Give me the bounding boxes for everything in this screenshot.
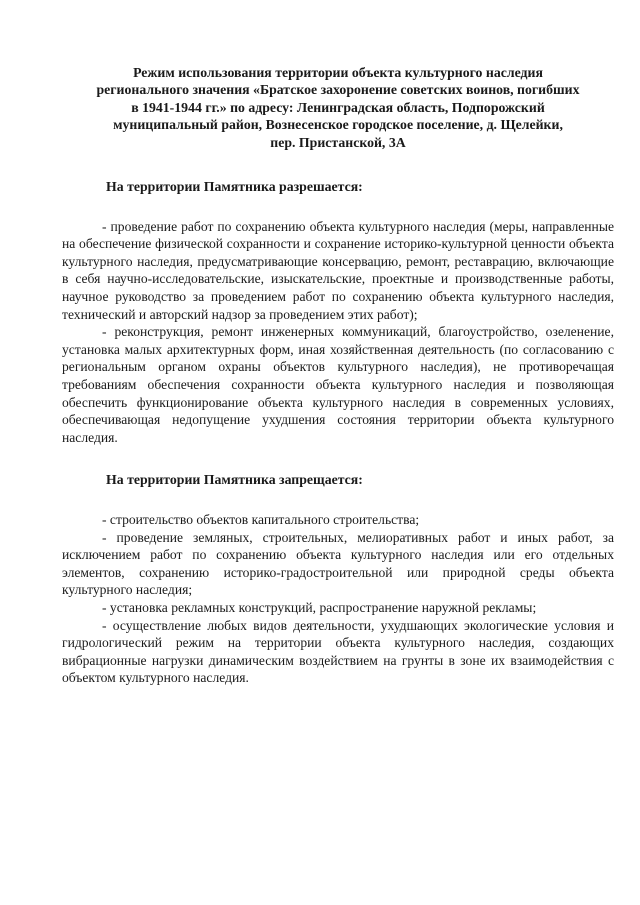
document-title: [62, 64, 614, 151]
forbidden-heading: На территории Памятника запрещается:: [106, 472, 363, 488]
allowed-item-2: - реконструкция, ремонт инженерных коммуникаций, благоустройство, озеленение, установка малых архитектурных форм, иная хозяйственная деятельность (по согласованию с региональным органом охраны объектов культурного наследия), не противоречащая требованиям обеспечения сохранности объекта культурного наследия и позволяющая обеспечить функционирование объекта культурного наследия в современных условиях, обеспечивающая недопущение ухудшения состояния территории объекта культурного наследия.: [62, 324, 614, 445]
title-line-4: муниципальный район, Вознесенское городское поселение, д. Щелейки,: [113, 117, 563, 133]
allowed-item-1: - проведение работ по сохранению объекта культурного наследия (меры, направленные на обеспечение физической сохранности и сохранение историко-культурной ценности объекта культурного наследия, предусматривающие консервацию, ремонт, реставрацию, включающие в себя научно-исследовательские, изыскательские, проектные и производственные работы, научное руководство за проведением работ по сохранению объекта культурного наследия, технический и авторский надзор за проведением этих работ);: [62, 218, 614, 322]
title-line-1: Режим использования территории объекта культурного наследия: [133, 65, 543, 80]
forbidden-item-1: - строительство объектов капитального строительства;: [102, 511, 420, 527]
forbidden-item-2: - проведение земляных, строительных, мелиоративных работ и иных работ, за исключением работ по сохранению объекта культурного наследия или его отдельных элементов, сохранению историко-градостроительной или природной среды объекта культурного наследия;: [62, 529, 614, 598]
title-line-5: пер. Пристанской, 3А: [270, 134, 406, 150]
document-page: [62, 64, 614, 687]
forbidden-item-4: - осуществление любых видов деятельности, ухудшающих экологические условия и гидрологический режим на территории объекта культурного наследия, создающих вибрационные нагрузки динамическим воздействием на грунты в зоне их взаимодействия с объектом культурного наследия.: [62, 617, 614, 686]
title-line-3: в 1941-1944 гг.» по адресу: Ленинградская область, Подпорожский: [131, 99, 545, 115]
allowed-heading: На территории Памятника разрешается:: [106, 179, 363, 195]
title-line-2: регионального значения «Братское захоронение советских воинов, погибших: [96, 82, 580, 98]
forbidden-item-3: - установка рекламных конструкций, распространение наружной рекламы;: [102, 599, 537, 615]
